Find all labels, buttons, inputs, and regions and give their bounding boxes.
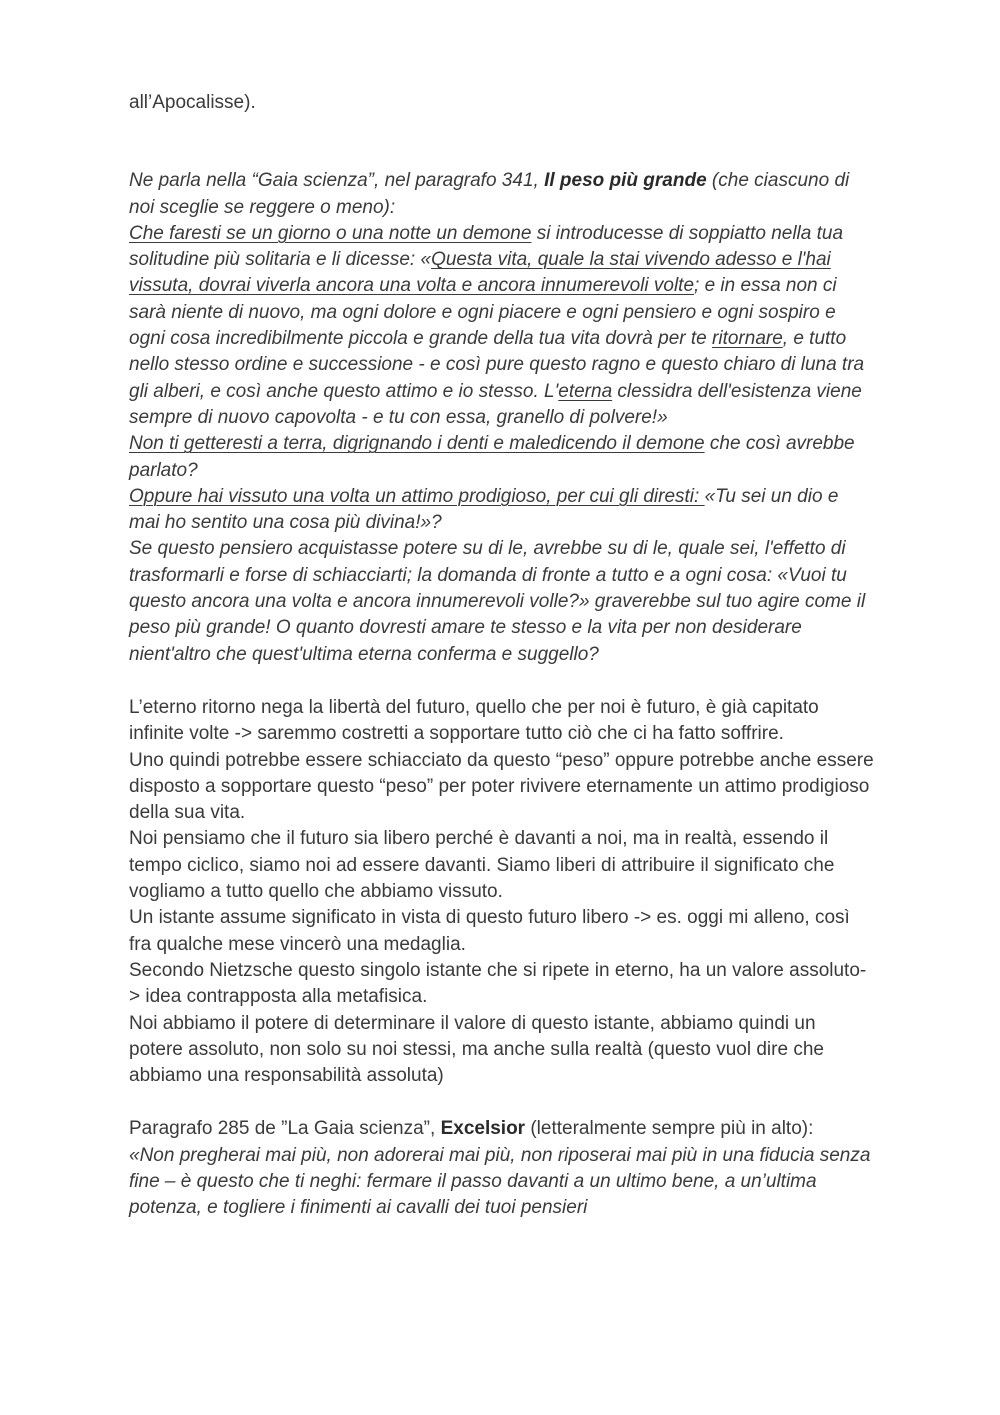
paragraph-continuation: all’Apocalisse).: [129, 92, 256, 113]
quote-section-285: [129, 1116, 874, 1221]
bold-title: Excelsior: [440, 1118, 526, 1140]
underlined-text: Che faresti se un giorno o una notte un demone: [129, 222, 532, 244]
intro-text: (che ciascuno di noi sceglie se reggere o meno):: [129, 170, 850, 218]
body-paragraph: L’eterno ritorno nega la libertà del futuro, quello che per noi è futuro, è già capitato infinite volte -> saremmo costretti a sopportare tutto ciò che ci ha fatto soffrire.: [129, 696, 819, 745]
body-paragraph: Noi pensiamo che il futuro sia libero perché è davanti a noi, ma in realtà, essendo il tempo ciclico, siamo noi ad essere davanti. Siamo liberi di attribuire il significato che vogliamo a tutto quello che abbiamo vissuto.: [129, 828, 835, 903]
body-paragraph: Uno quindi potrebbe essere schiacciato da questo “peso” oppure potrebbe anche essere disposto a sopportare questo “peso” per poter rivivere eternamente un attimo prodigioso della sua vita.: [129, 749, 874, 824]
bold-title: Il peso più grande: [544, 170, 707, 192]
commentary-section: [129, 695, 874, 1089]
quote-line: [129, 431, 874, 484]
underlined-text: ritornare: [712, 328, 783, 350]
quote-text: «Tu sei un dio e mai ho sentito una cosa più divina!»?: [129, 485, 839, 534]
document-page: [129, 90, 874, 1222]
underlined-text: Questa vita, quale la stai vivendo adesso e l'hai vissuta, dovrai viverla ancora una volta e ancora innumerevoli volte: [129, 249, 831, 297]
underlined-text: eterna: [558, 380, 613, 402]
intro-text: (letteralmente sempre più in alto):: [525, 1118, 814, 1140]
quote-intro: [129, 168, 874, 221]
body-paragraph: Secondo Nietzsche questo singolo istante che si ripete in eterno, ha un valore assoluto-> idea contrapposta alla metafisica.: [129, 959, 867, 1008]
underlined-text: Non ti getteresti a terra, digrignando i denti e maledicendo il demone: [129, 433, 705, 455]
quote-text: che così avrebbe parlato?: [129, 433, 855, 481]
intro-text: Paragrafo 285 de ”La Gaia scienza”,: [129, 1118, 441, 1140]
spacer: [129, 1089, 874, 1116]
quote-text: ; e in essa non ci sarà niente di nuovo, ma ogni dolore e ogni piacere e ogni pensiero e ogni sospiro e ogni cosa incredibilmente piccola e grande della tua vita dovrà per te: [129, 275, 837, 350]
quote-body: «Non pregherai mai più, non adorerai mai più, non riposerai mai più in una fiducia senza fine – è questo che ti neghi: fermare il passo davanti a un ultimo bene, a un’ultima potenza, e togliere i finimenti ai cavalli dei tuoi pensieri: [129, 1144, 871, 1219]
quote-text: si introducesse di soppiatto nella tua solitudine più solitaria e li dicesse: «: [129, 222, 844, 271]
quote-text: clessidra dell'esistenza viene sempre di nuovo capovolta - e tu con essa, granello di polvere!»: [129, 380, 862, 428]
quote-intro: [129, 1116, 874, 1142]
body-paragraph: Noi abbiamo il potere di determinare il valore di questo istante, abbiamo quindi un potere assoluto, non solo su noi stessi, ma anche sulla realtà (questo vuol dire che abbiamo una responsabilità assoluta): [129, 1012, 824, 1087]
quote-body: [129, 221, 874, 431]
quote-line: Se questo pensiero acquistasse potere su di le, avrebbe su di le, quale sei, l'effetto di trasformarli e forse di schiacciarti; la domanda di fronte a tutto e a ogni cosa: «Vuoi tu questo ancora una volta e ancora innumerevoli volle?» graverebbe sul tuo agire come il peso più grande! O quanto dovresti amare te stesso e la vita per non desiderare nient'altro che quest'ultima eterna conferma e suggello?: [129, 538, 866, 665]
quote-text: , e tutto nello stesso ordine e successione - e così pure questo ragno e questo chiaro di luna tra gli alberi, e così anche questo attimo e io stesso. L': [129, 328, 865, 402]
spacer: [129, 668, 874, 695]
quote-section-341: [129, 168, 874, 668]
body-paragraph: Un istante assume significato in vista di questo futuro libero -> es. oggi mi alleno, così fra qualche mese vincerò una medaglia.: [129, 907, 850, 955]
spacer: [129, 116, 874, 168]
underlined-text: Oppure hai vissuto una volta un attimo prodigioso, per cui gli diresti:: [129, 485, 705, 507]
intro-text: Ne parla nella “Gaia scienza”, nel paragrafo 341,: [129, 170, 545, 192]
quote-line: [129, 484, 874, 537]
